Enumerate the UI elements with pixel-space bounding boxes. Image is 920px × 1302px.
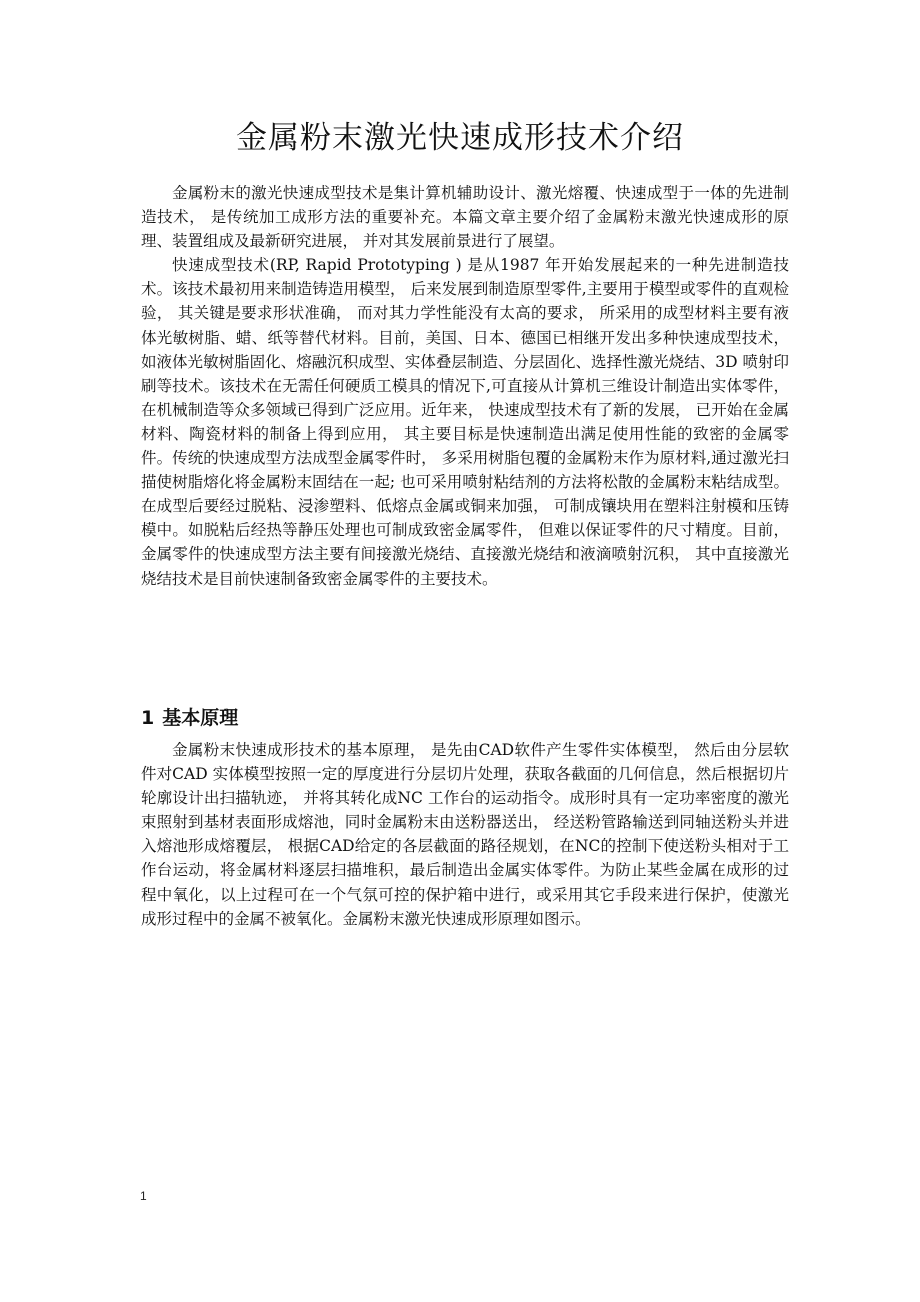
section-title: 基本原理 bbox=[162, 707, 239, 729]
section-number: 1 bbox=[141, 707, 155, 729]
section-1-body bbox=[141, 738, 789, 931]
page-number: 1 bbox=[140, 1189, 147, 1203]
page-title: 金属粉末激光快速成形技术介绍 bbox=[236, 120, 684, 156]
intro-paragraph-2: 快速成型技术(RP, Rapid Prototyping ) 是从1987 年开始发展起来的一种先进制造技术。该技术最初用来制造铸造用模型， 后来发展到制造原型零件,主要用于模型或零件的直观检验， 其关键是要求形状准确， 而对其力学性能没有太高的要求， 所采用的成型材料主要有液体光敏树脂、蜡、纸等替代材料。目前，美国、日本、德国已相继开发出多种快速成型技术， 如液体光敏树脂固化、熔融沉积成型、实体叠层制造、分层固化、选择性激光烧结、3D 喷射印刷等技术。该技术在无需任何硬质工模具的情况下,可直接从计算机三维设计制造出实体零件， 在机械制造等众多领域已得到广泛应用。近年来， 快速成型技术有了新的发展， 已开始在金属材料、陶瓷材料的制备上得到应用， 其主要目标是快速制造出满足使用性能的致密的金属零件。传统的快速成型方法成型金属零件时， 多采用树脂包覆的金属粉末作为原材料,通过激光扫描使树脂熔化将金属粉末固结在一起; 也可采用喷射粘结剂的方法将松散的金属粉末粘结成型。在成型后要经过脱粘、浸渗塑料、低熔点金属或铜来加强， 可制成镶块用在塑料注射模和压铸模中。如脱粘后经热等静压处理也可制成致密金属零件， 但难以保证零件的尺寸精度。目前， 金属零件的快速成型方法主要有间接激光烧结、直接激光烧结和液滴喷射沉积， 其中直接激光烧结技术是目前快速制备致密金属零件的主要技术。 bbox=[141, 256, 789, 588]
intro-paragraph-1: 金属粉末的激光快速成型技术是集计算机辅助设计、激光熔覆、快速成型于一体的先进制造技术， 是传统加工成形方法的重要补充。本篇文章主要介绍了金属粉末激光快速成形的原理、装置组成及最新研究进展， 并对其发展前景进行了展望。 bbox=[141, 184, 789, 251]
section-heading bbox=[141, 703, 238, 730]
intro-section bbox=[141, 181, 789, 591]
section-1-paragraph-1: 金属粉末快速成形技术的基本原理， 是先由CAD软件产生零件实体模型， 然后由分层软件对CAD 实体模型按照一定的厚度进行分层切片处理，获取各截面的几何信息，然后根据切片轮廓设计出扫描轨迹， 并将其转化成NC 工作台的运动指令。成形时具有一定功率密度的激光束照射到基材表面形成熔池，同时金属粉末由送粉器送出， 经送粉管路输送到同轴送粉头并进入熔池形成熔覆层， 根据CAD给定的各层截面的路径规划，在NC的控制下使送粉头相对于工作台运动，将金属材料逐层扫描堆积，最后制造出金属实体零件。为防止某些金属在成形的过程中氧化，以上过程可在一个气氛可控的保护箱中进行，或采用其它手段来进行保护，使激光成形过程中的金属不被氧化。金属粉末激光快速成形原理如图示。 bbox=[141, 741, 789, 928]
